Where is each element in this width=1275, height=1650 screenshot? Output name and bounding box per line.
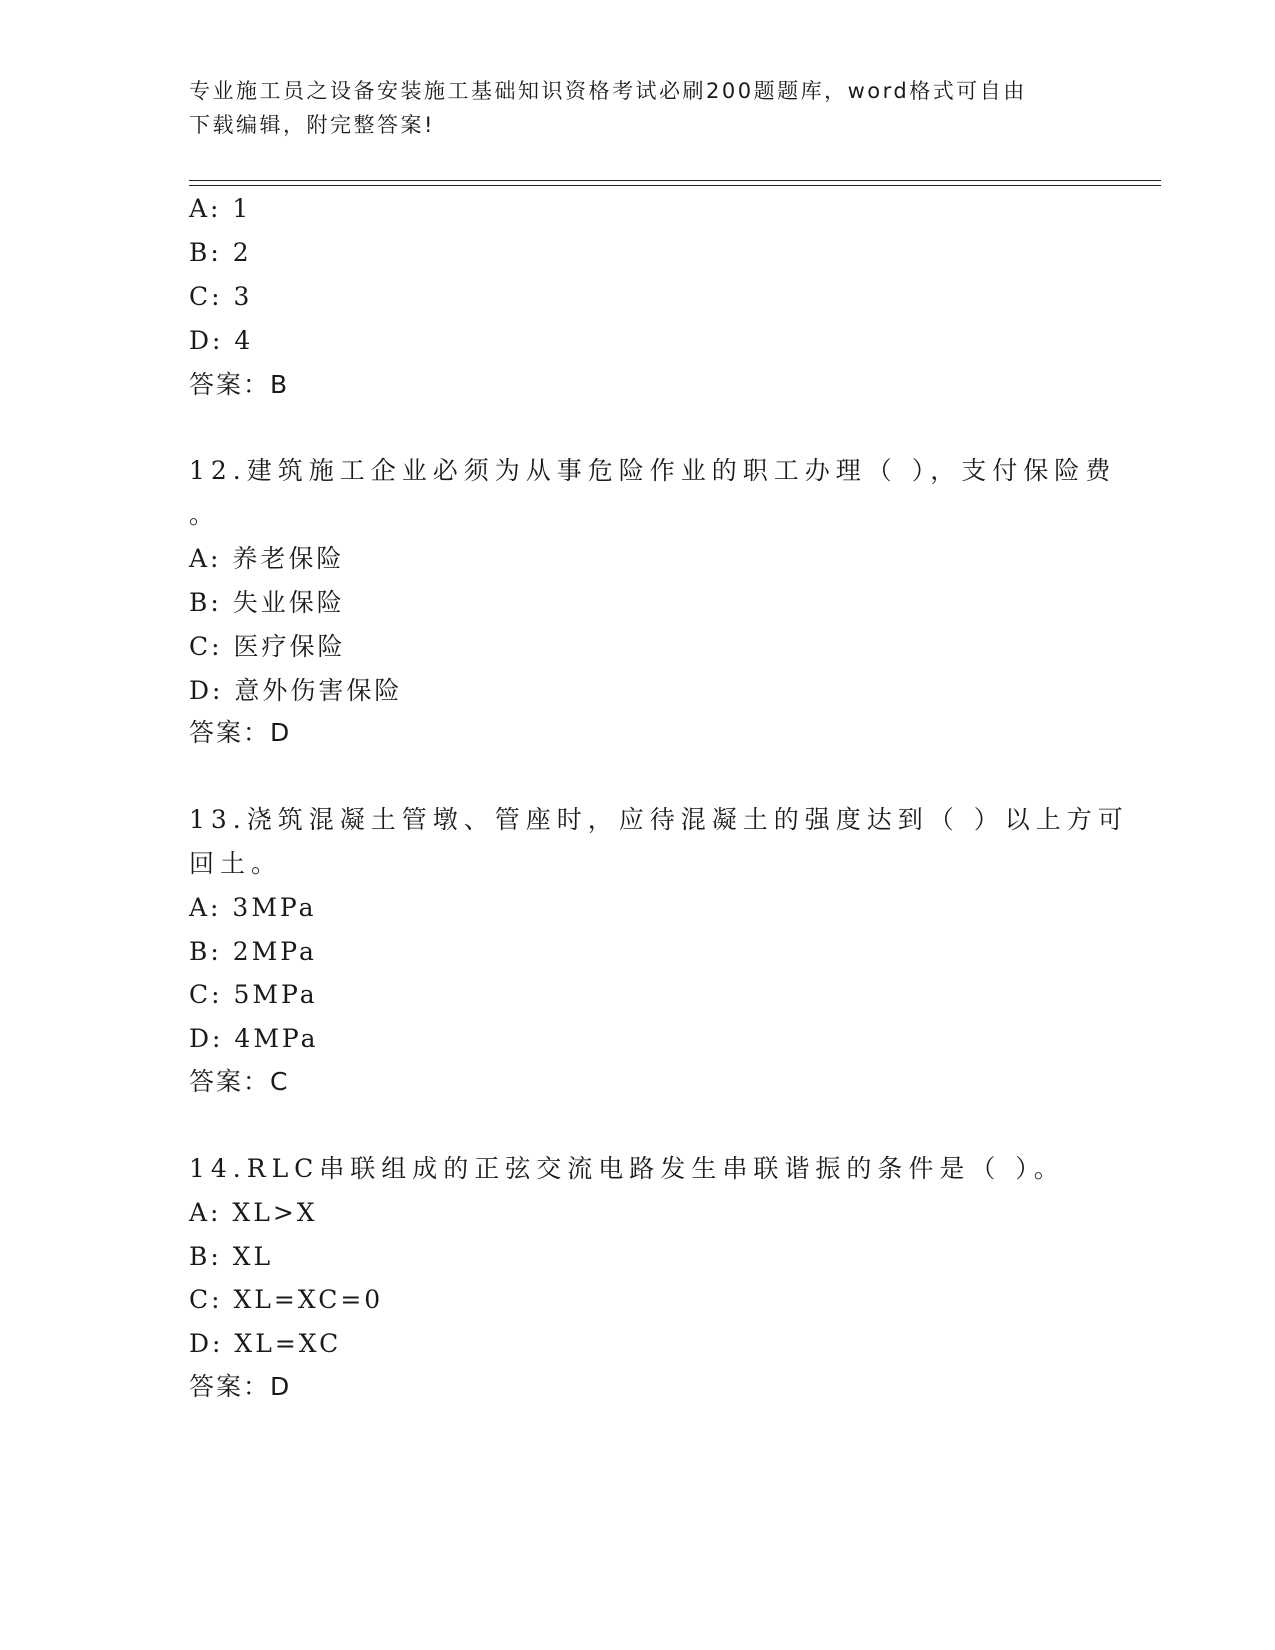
q12-option-a: A: 养老保险 [189,544,345,573]
q13-option-c: C: 5MPa [189,980,318,1009]
q14-option-b: B: XL [189,1242,274,1271]
q11-option-a: A: 1 [189,194,252,223]
q13-option-a: A: 3MPa [189,893,317,922]
q13-option-b: B: 2MPa [189,937,317,966]
q14-answer: 答案：D [189,1372,292,1401]
q11-option-b: B: 2 [189,238,252,267]
q13-option-d: D: 4MPa [189,1024,319,1053]
q11-option-c: C: 3 [189,282,253,311]
q13-answer: 答案：C [189,1067,290,1096]
q12-question-line-1: 12.建筑施工企业必须为从事危险作业的职工办理（ ），支付保险费 [189,456,1117,485]
header-title-line-2: 下载编辑，附完整答案! [189,113,435,137]
q11-option-d: D: 4 [189,326,254,355]
q13-question-line-2: 回土。 [189,849,283,878]
q14-option-d: D: XL=XC [189,1329,342,1358]
document-header [189,74,1089,142]
q13-question-line-1: 13.浇筑混凝土管墩、管座时，应待混凝土的强度达到（ ）以上方可 [189,805,1129,834]
q12-option-c: C: 医疗保险 [189,632,346,661]
q14-question-line-1: 14.RLC串联组成的正弦交流电路发生串联谐振的条件是（ ）。 [189,1154,1065,1183]
q12-option-b: B: 失业保险 [189,588,345,617]
header-divider-bottom [189,185,1161,186]
header-title-line-1: 专业施工员之设备安装施工基础知识资格考试必刷200题题库，word格式可自由 [189,79,1027,103]
q11-answer: 答案：B [189,370,290,399]
q12-question-line-2: 。 [189,500,221,529]
q14-option-c: C: XL=XC=0 [189,1285,384,1314]
q12-answer: 答案：D [189,718,292,747]
q14-option-a: A: XL>X [189,1198,318,1227]
header-divider-top [189,180,1161,181]
q12-option-d: D: 意外伤害保险 [189,676,403,705]
